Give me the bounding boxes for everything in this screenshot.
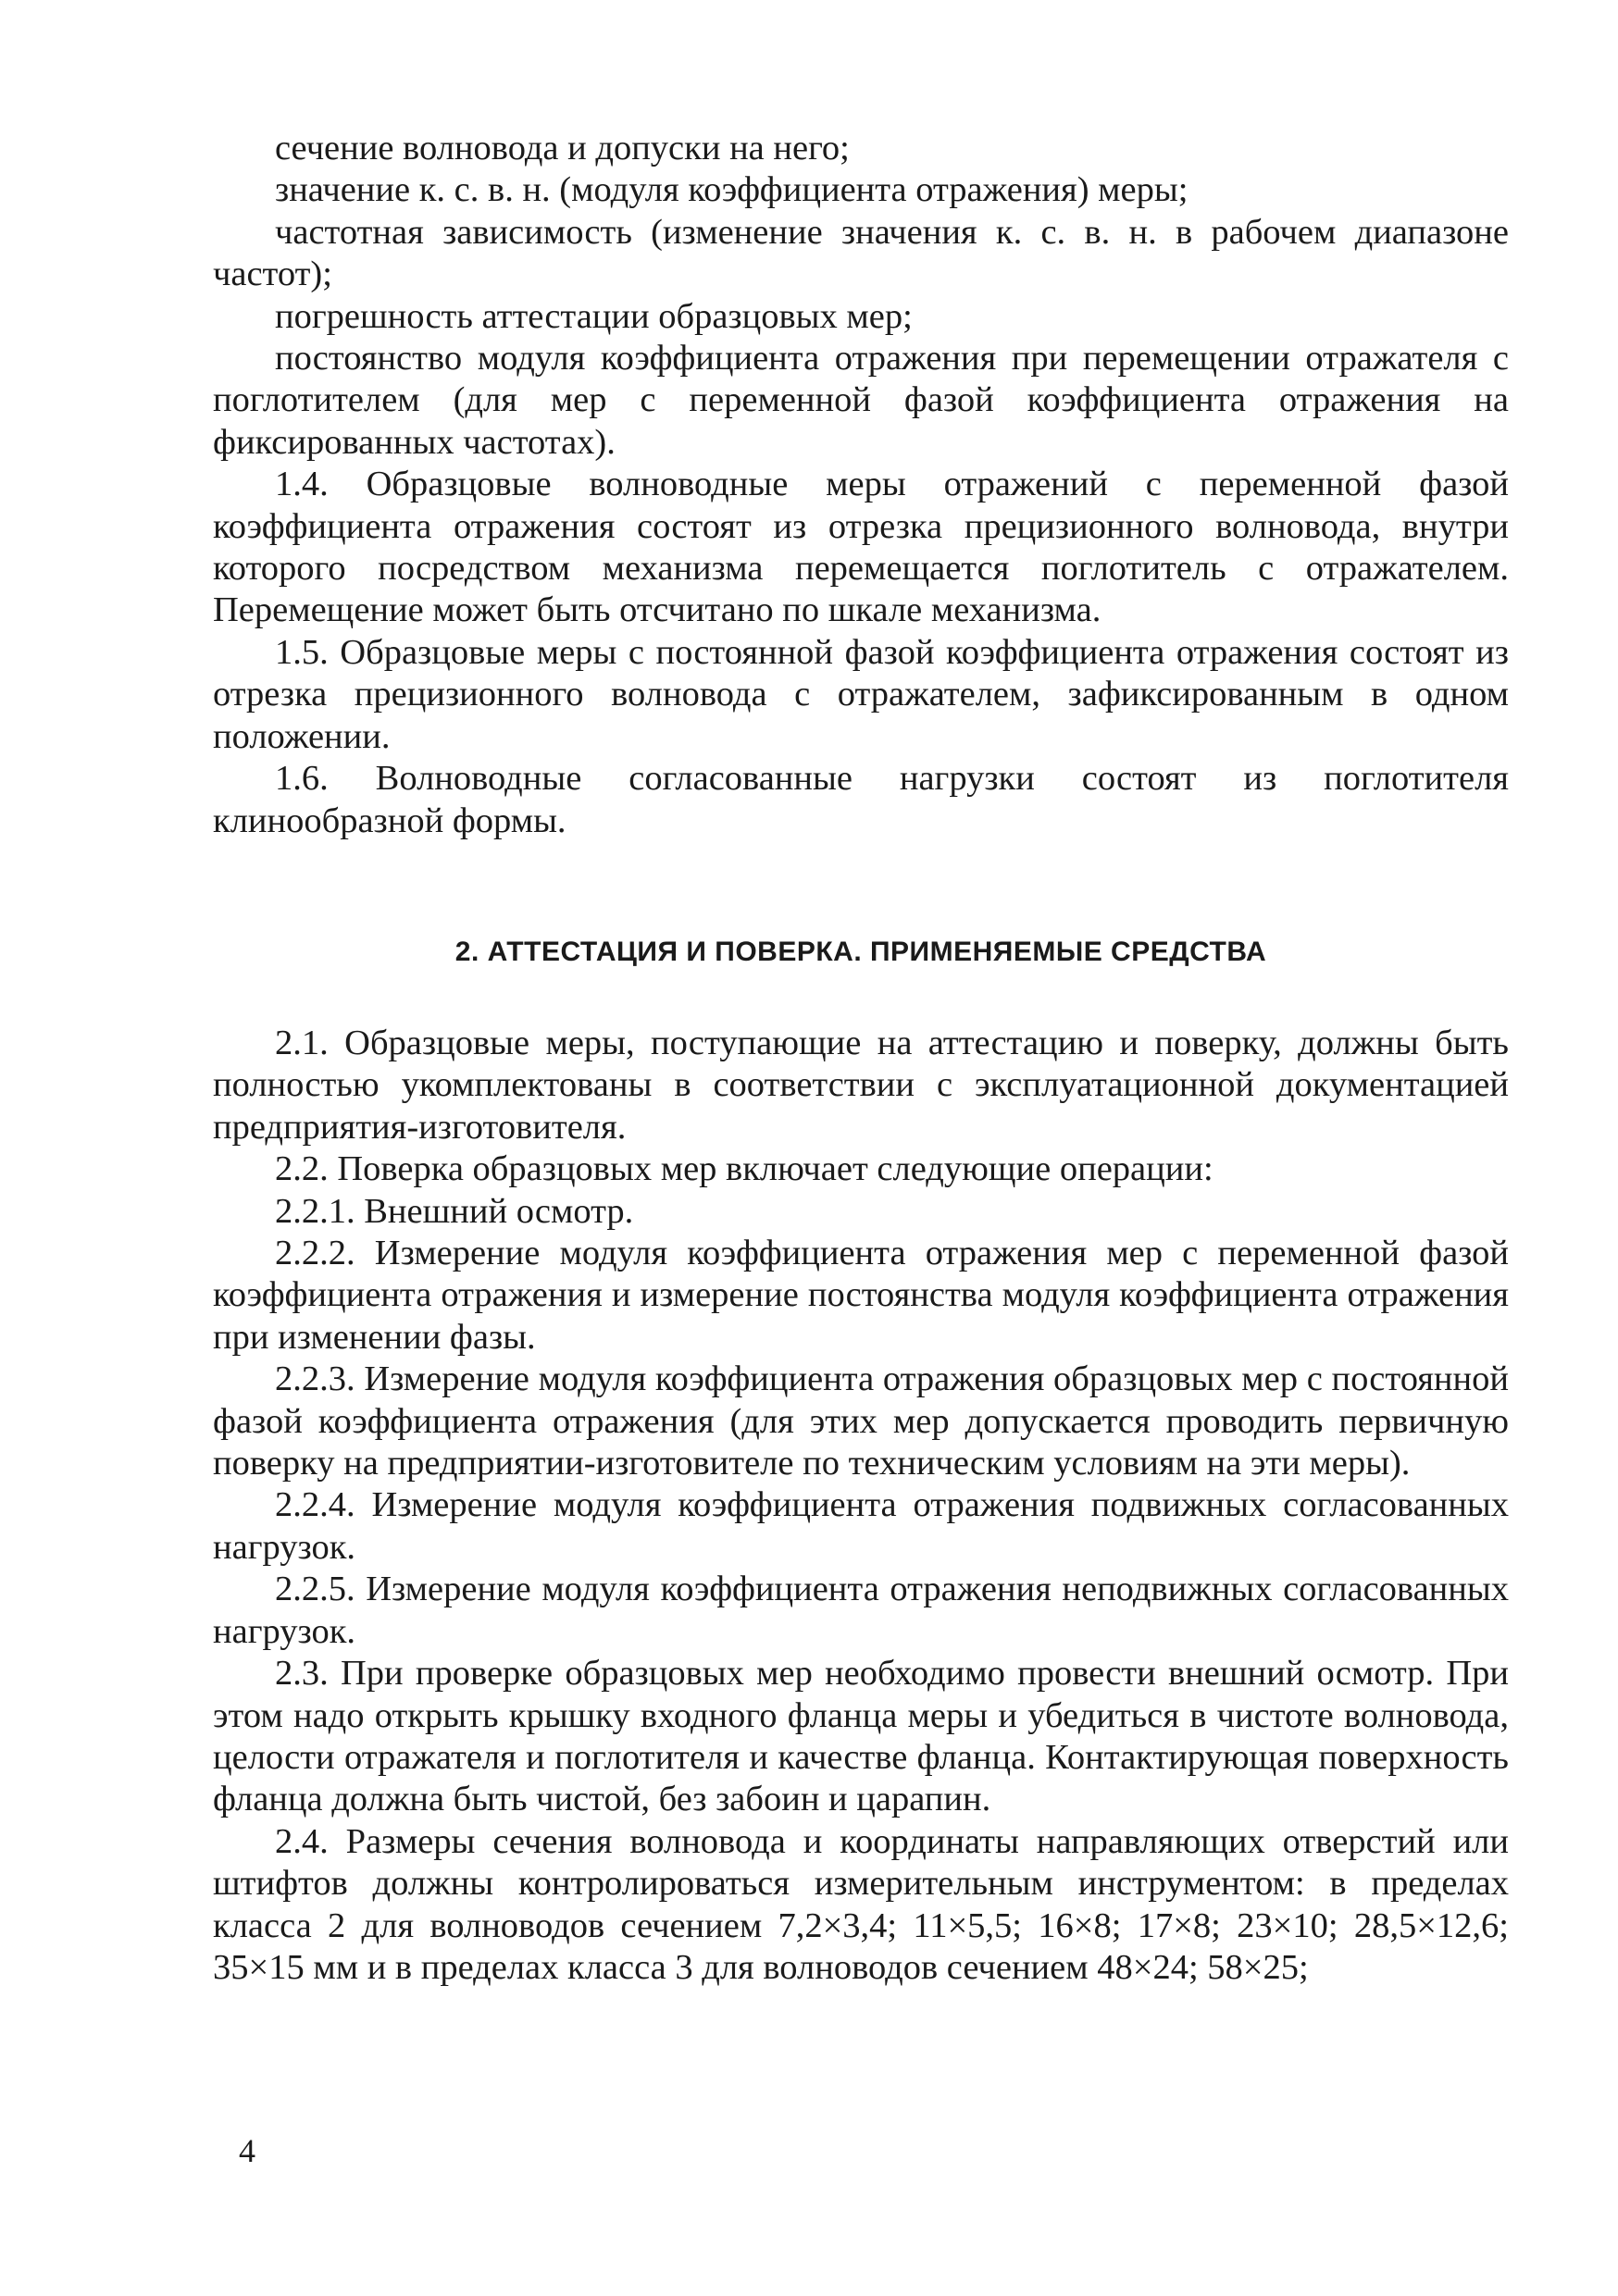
section1-body xyxy=(213,128,1509,842)
paragraph: 2.2. Поверка образцовых мер включает следующие операции: xyxy=(275,1149,1214,1189)
paragraph: 1.5. Образцовые меры с постоянной фазой коэффициента отражения состоят из отрезка прецизионного волновода с отражателем, зафиксированным в одном положении. xyxy=(213,632,1509,756)
paragraph: 2.4. Размеры сечения волновода и координаты направляющих отверстий или штифтов должны контролироваться измерительным инструментом: в пределах класса 2 для волноводов сечением 7,2×3,4; 11×5,5; 16×8; 17×8; 23×10; 28,5×12,6; 35×15 мм и в пределах класса 3 для волноводов сечением 48×24; 58×25; xyxy=(213,1821,1509,1987)
list-item: значение к. с. в. н. (модуля коэффициента отражения) меры; xyxy=(275,170,1189,210)
paragraph: 2.2.1. Внешний осмотр. xyxy=(275,1191,634,1231)
page-number: 4 xyxy=(239,2132,255,2169)
paragraph: 2.2.5. Измерение модуля коэффициента отражения неподвижных согласованных нагрузок. xyxy=(213,1570,1509,1651)
section-heading: 2. АТТЕСТАЦИЯ И ПОВЕРКА. ПРИМЕНЯЕМЫЕ СРЕДСТВА xyxy=(454,937,1267,967)
list-item: сечение волновода и допуски на него; xyxy=(275,129,850,168)
paragraph: 2.2.3. Измерение модуля коэффициента отражения образцовых мер с постоянной фазой коэффициента отражения (для этих мер допускается проводить первичную поверку на предприятии-изготовителе по техническим условиям на эти меры). xyxy=(213,1359,1509,1483)
paragraph: 2.2.2. Измерение модуля коэффициента отражения мер с переменной фазой коэффициента отражения и измерение постоянства модуля коэффициента отражения при изменении фазы. xyxy=(213,1234,1509,1357)
list-item: погрешность аттестации образцовых мер; xyxy=(275,296,913,336)
paragraph: 1.6. Волноводные согласованные нагрузки состоят из поглотителя клинообразной формы. xyxy=(213,759,1509,840)
paragraph: 2.1. Образцовые меры, поступающие на аттестацию и поверку, должны быть полностью укомплектованы в соответствии с эксплуатационной документацией предприятия-изготовителя. xyxy=(213,1024,1509,1147)
section2-body xyxy=(213,1023,1509,1989)
paragraph: 1.4. Образцовые волноводные меры отражений с переменной фазой коэффициента отражения состоят из отрезка прецизионного волновода, внутри которого посредством механизма перемещается поглотитель с отражателем. Перемещение может быть отсчитано по шкале механизма. xyxy=(213,465,1509,630)
list-item: частотная зависимость (изменение значения к. с. в. н. в рабочем диапазоне частот); xyxy=(213,212,1509,294)
list-item: постоянство модуля коэффициента отражения при перемещении отражателя с поглотителем (для мер с переменной фазой коэффициента отражения на фиксированных частотах). xyxy=(213,339,1509,462)
paragraph: 2.2.4. Измерение модуля коэффициента отражения подвижных согласованных нагрузок. xyxy=(213,1485,1509,1567)
paragraph: 2.3. При проверке образцовых мер необходимо провести внешний осмотр. При этом надо открыть крышку входного фланца меры и убедиться в чистоте волновода, целости отражателя и поглотителя и качестве фланца. Контактирующая поверхность фланца должна быть чистой, без забоин и царапин. xyxy=(213,1654,1509,1819)
